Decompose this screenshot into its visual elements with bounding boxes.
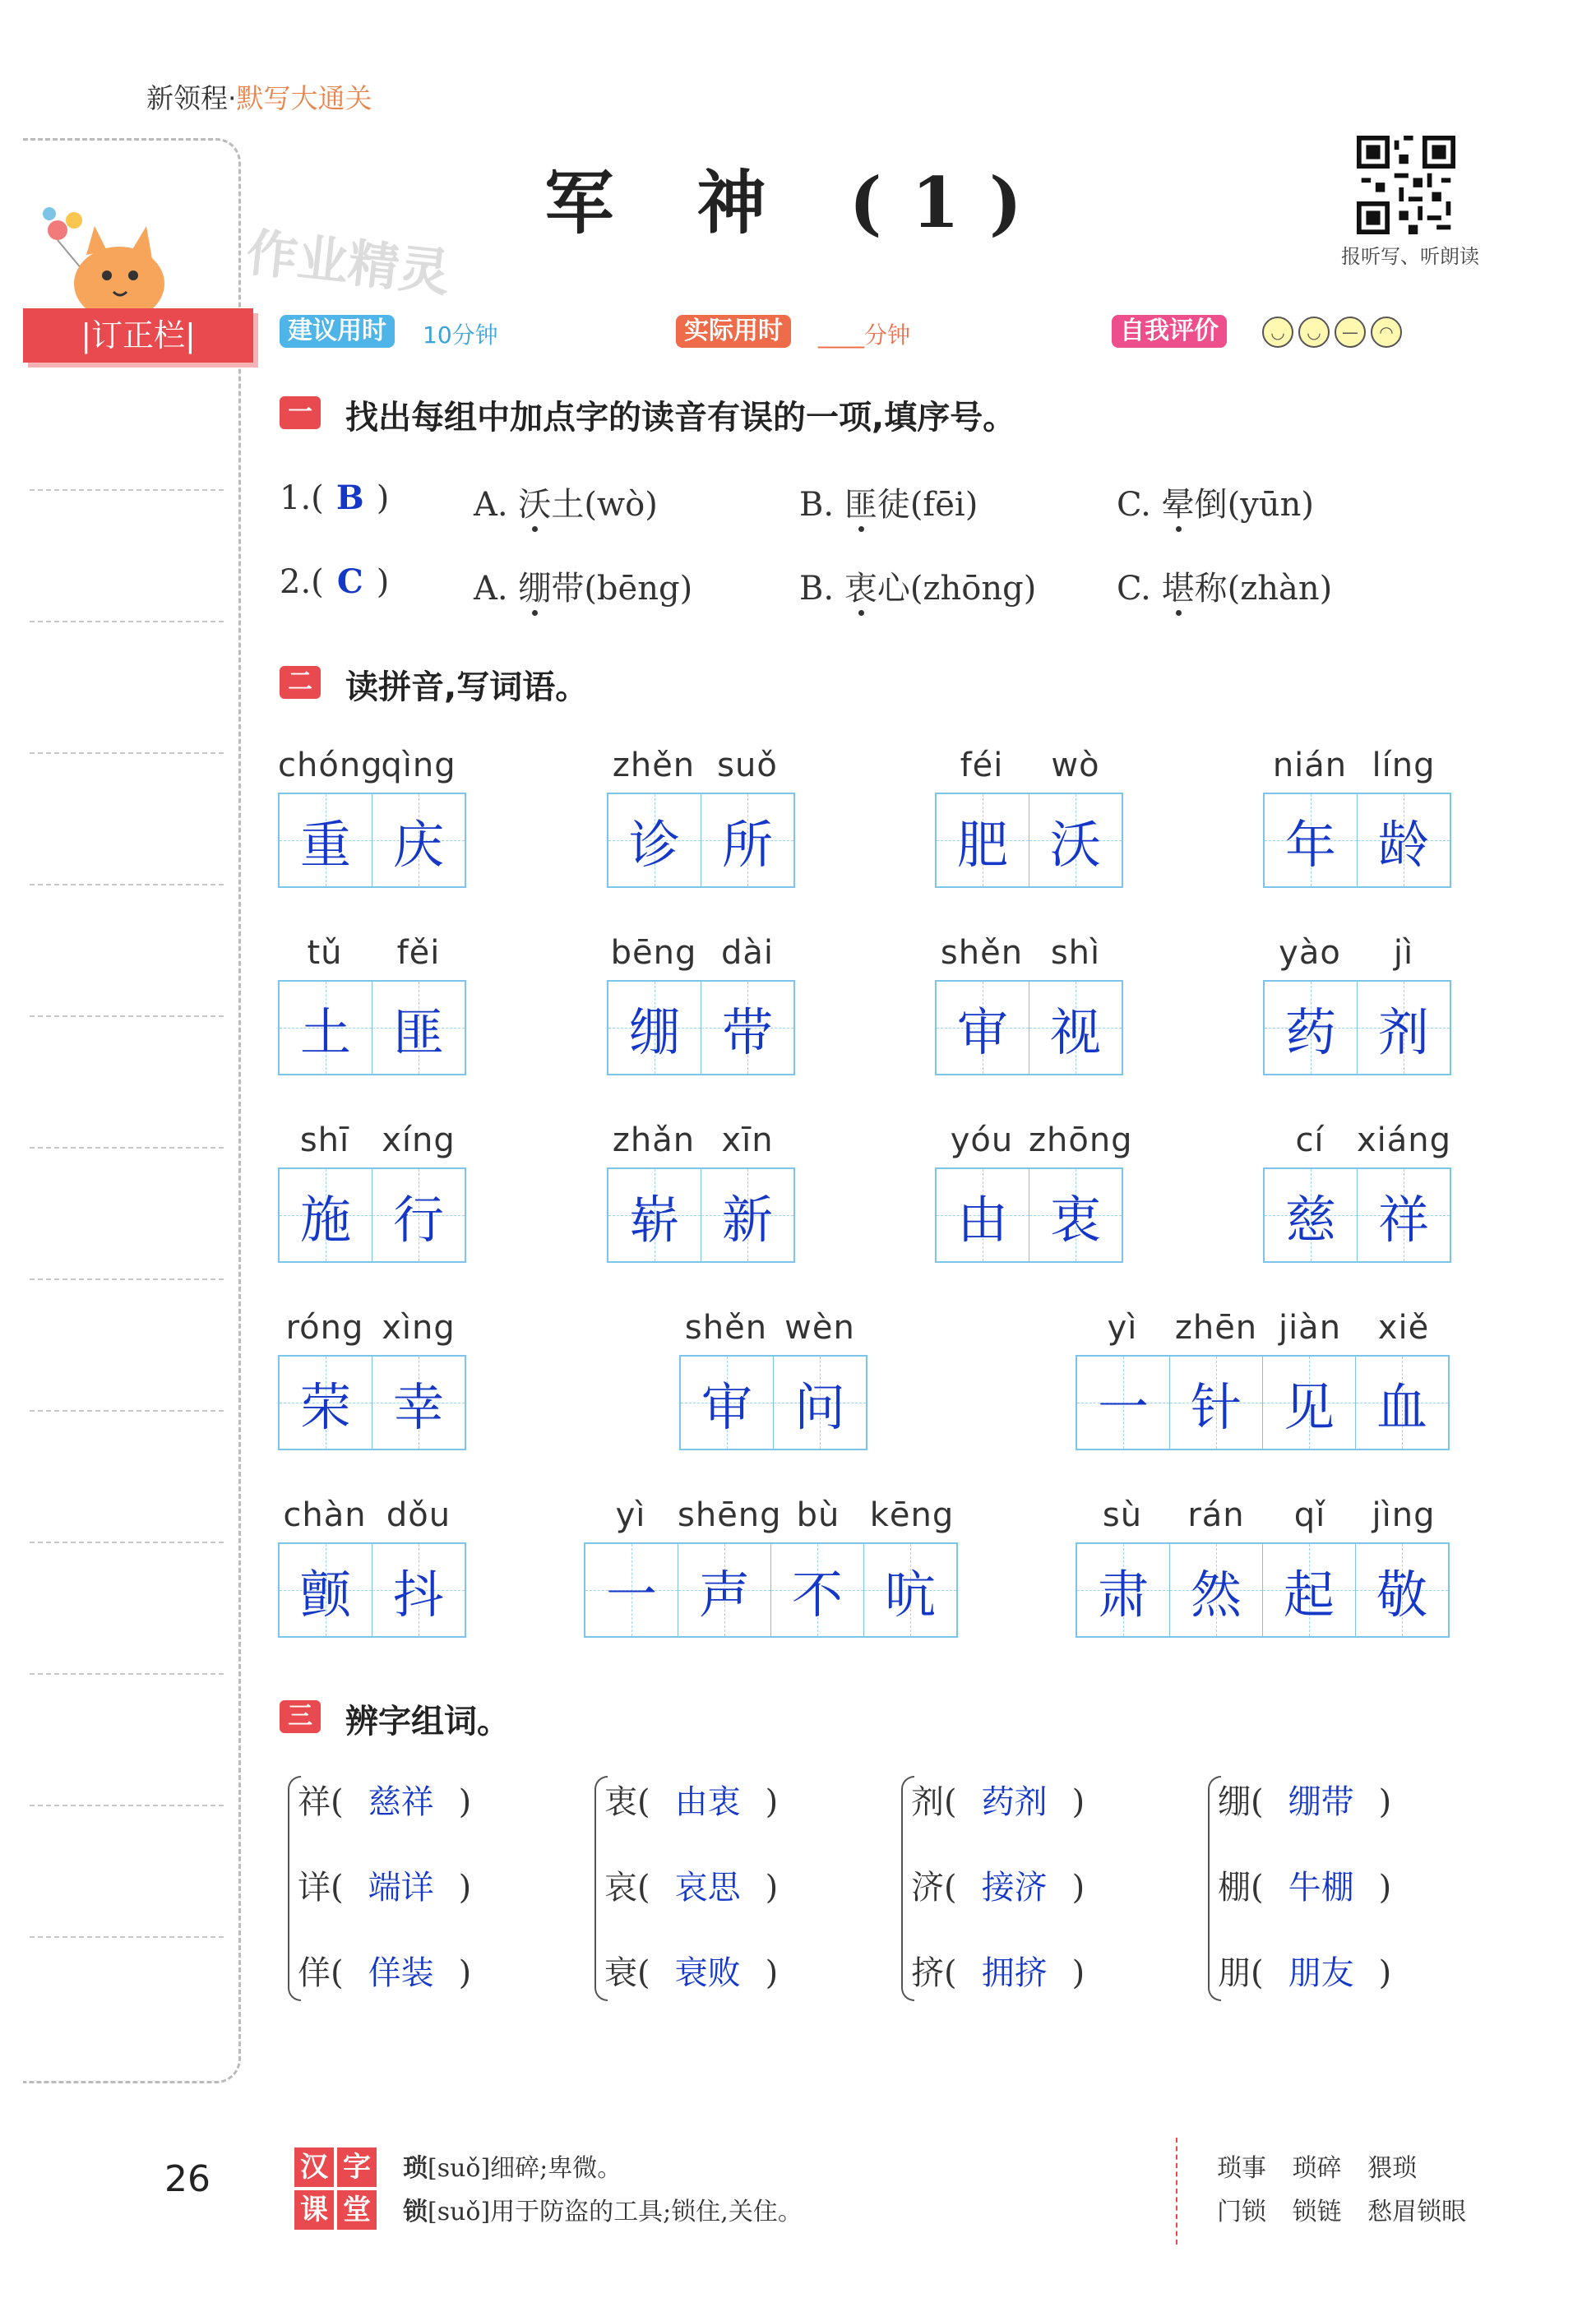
written-character: 肥 <box>956 814 1008 875</box>
pinyin-syllable: sù <box>1102 1496 1143 1534</box>
badge-char: 课 <box>294 2190 334 2230</box>
pinyin-syllable: zhǎn <box>612 1121 696 1159</box>
written-character: 视 <box>1049 1001 1101 1062</box>
pinyin-row <box>607 1121 794 1159</box>
written-character: 敬 <box>1376 1564 1427 1625</box>
written-character: 沃 <box>1049 814 1101 875</box>
character-cell[interactable] <box>1170 1544 1263 1636</box>
question-number: 1.( B ) <box>280 479 390 517</box>
word-grid[interactable] <box>607 1167 795 1263</box>
word-grid[interactable] <box>1076 1355 1450 1450</box>
word-answer[interactable]: 药剂 <box>981 1783 1048 1821</box>
written-character: 绷 <box>628 1001 680 1062</box>
character-cell[interactable] <box>701 982 793 1074</box>
section-3-icon: 三 <box>280 1700 321 1733</box>
written-character: 起 <box>1283 1564 1335 1625</box>
sidebar-divider <box>30 621 224 622</box>
pinyin-row <box>935 747 1122 784</box>
group-item: 朋( 朋友 ) <box>1218 1930 1391 2016</box>
character-cell[interactable] <box>280 1169 372 1261</box>
character-cell[interactable] <box>864 1544 956 1636</box>
character-cell[interactable] <box>1356 1357 1448 1449</box>
pinyin-syllable: shěn <box>684 1309 768 1347</box>
character-cell[interactable] <box>1358 1169 1450 1261</box>
pinyin-syllable: bù <box>796 1496 840 1534</box>
pinyin-row <box>278 934 465 972</box>
written-character: 问 <box>793 1376 845 1437</box>
hanzi-class-badge <box>294 2147 377 2230</box>
character-cell[interactable] <box>608 794 701 886</box>
pinyin-syllable: qǐ <box>1293 1496 1326 1534</box>
pinyin-row <box>1263 747 1450 784</box>
character-cell[interactable] <box>1265 794 1358 886</box>
character-cell[interactable] <box>1077 1357 1170 1449</box>
word-grid[interactable] <box>1263 1167 1451 1263</box>
pinyin-row <box>607 747 794 784</box>
option-c: C. 晕倒(yūn) <box>1117 486 1314 524</box>
section-1-icon: 一 <box>280 396 321 429</box>
written-character: 重 <box>299 814 351 875</box>
written-character: 然 <box>1190 1564 1242 1625</box>
option-c: C. 堪称(zhàn) <box>1117 570 1333 608</box>
written-character: 衷 <box>1049 1189 1101 1250</box>
pinyin-syllable: jì <box>1393 934 1414 972</box>
pinyin-row <box>679 1309 867 1347</box>
word-answer[interactable]: 慈祥 <box>368 1783 434 1821</box>
sidebar-divider <box>30 1147 224 1149</box>
pinyin-row <box>935 1121 1133 1159</box>
sidebar-divider <box>30 1278 224 1280</box>
pinyin-syllable: yì <box>615 1496 646 1534</box>
character-cell[interactable] <box>1029 982 1122 1074</box>
question-number: 2.( C ) <box>280 562 390 601</box>
written-character: 荣 <box>299 1376 351 1437</box>
section-2-title: 读拼音,写词语。 <box>345 668 589 706</box>
group-item: 绷( 绷带 ) <box>1218 1759 1391 1845</box>
badge-char: 字 <box>337 2147 377 2187</box>
character-cell[interactable] <box>372 1357 465 1449</box>
word-answer[interactable]: 拥挤 <box>981 1954 1048 1992</box>
pinyin-syllable: shēng <box>678 1496 782 1534</box>
option-a: A. 绷带(bēng) <box>474 570 693 608</box>
pinyin-syllable: xìng <box>382 1309 456 1347</box>
character-cell[interactable] <box>1029 1169 1122 1261</box>
character-cell[interactable] <box>678 1544 771 1636</box>
section-3-title: 辨字组词。 <box>345 1703 510 1741</box>
character-cell[interactable] <box>771 1544 864 1636</box>
word-grid[interactable] <box>935 793 1123 888</box>
word-answer[interactable]: 由衷 <box>674 1783 741 1821</box>
word-grid[interactable] <box>1076 1542 1450 1638</box>
answer-blank[interactable]: C <box>336 562 363 601</box>
pinyin-row <box>935 934 1122 972</box>
sidebar-divider <box>30 489 224 491</box>
brand-line: 新领程·默写大通关 <box>146 82 372 114</box>
word-answer[interactable]: 端详 <box>368 1869 434 1907</box>
pinyin-syllable: dài <box>720 934 774 972</box>
written-character: 庆 <box>392 814 444 875</box>
word-grid[interactable] <box>278 1542 466 1638</box>
sidebar-divider <box>30 1410 224 1412</box>
character-cell[interactable] <box>372 1544 465 1636</box>
pinyin-syllable: dǒu <box>386 1496 451 1534</box>
group-item: 衰( 衰败 ) <box>604 1930 778 2016</box>
character-cell[interactable] <box>372 982 465 1074</box>
pinyin-syllable: jìng <box>1372 1496 1436 1534</box>
char-group <box>298 1759 471 2016</box>
self-eval-faces[interactable] <box>1262 317 1402 348</box>
pinyin-syllable: qìng <box>381 747 456 784</box>
word-answer[interactable]: 接济 <box>981 1869 1048 1907</box>
written-character: 药 <box>1284 1001 1336 1062</box>
pinyin-row <box>278 1309 465 1347</box>
sidebar-divider <box>30 1015 224 1017</box>
sidebar-divider <box>30 884 224 885</box>
word-answer[interactable]: 牛棚 <box>1288 1869 1354 1907</box>
written-character: 一 <box>605 1564 657 1625</box>
happy-face-icon[interactable]: ◡ <box>1262 317 1293 348</box>
pinyin-syllable: chóng <box>278 747 383 784</box>
pinyin-syllable: cí <box>1295 1121 1325 1159</box>
character-cell[interactable] <box>372 794 465 886</box>
character-cell[interactable] <box>608 982 701 1074</box>
pinyin-row <box>607 934 794 972</box>
character-cell[interactable] <box>937 982 1029 1074</box>
pinyin-syllable: wèn <box>784 1309 855 1347</box>
character-cell[interactable] <box>701 794 793 886</box>
pinyin-syllable: nián <box>1272 747 1348 784</box>
written-character: 新 <box>721 1189 773 1250</box>
written-character: 祥 <box>1377 1189 1429 1250</box>
answer-blank[interactable]: B <box>335 479 364 517</box>
written-character: 审 <box>701 1376 752 1437</box>
pinyin-syllable: xiáng <box>1357 1121 1452 1159</box>
badge-char: 堂 <box>337 2190 377 2230</box>
written-character: 颤 <box>299 1564 351 1625</box>
word-answer[interactable]: 绷带 <box>1288 1783 1354 1821</box>
written-character: 不 <box>791 1564 843 1625</box>
character-cell[interactable] <box>1029 794 1122 886</box>
written-character: 审 <box>956 1001 1008 1062</box>
pinyin-syllable: yì <box>1107 1309 1138 1347</box>
character-cell[interactable] <box>701 1169 793 1261</box>
pinyin-syllable: shì <box>1050 934 1101 972</box>
character-cell[interactable] <box>681 1357 774 1449</box>
written-character: 龄 <box>1377 814 1429 875</box>
sidebar-divider <box>30 752 224 754</box>
character-cell[interactable] <box>372 1169 465 1261</box>
page-title: 军 神 (1) <box>544 162 1052 243</box>
written-character: 吭 <box>884 1564 936 1625</box>
char-group <box>604 1759 778 2016</box>
char-group <box>911 1759 1085 2016</box>
neutral-face-icon[interactable]: — <box>1335 317 1366 348</box>
character-cell[interactable] <box>1265 982 1358 1074</box>
sidebar-divider <box>30 1805 224 1806</box>
pinyin-syllable: zhěn <box>612 747 696 784</box>
section-1-title: 找出每组中加点字的读音有误的一项,填序号。 <box>345 399 1016 437</box>
option-a: A. 沃土(wò) <box>474 486 658 524</box>
group-item: 衷( 由衷 ) <box>604 1759 778 1845</box>
word-answer[interactable]: 哀思 <box>674 1869 741 1907</box>
pinyin-row <box>1076 1496 1450 1534</box>
pinyin-row <box>278 747 465 784</box>
group-item: 棚( 牛棚 ) <box>1218 1845 1391 1930</box>
character-cell[interactable] <box>280 794 372 886</box>
pinyin-row <box>584 1496 959 1534</box>
written-character: 施 <box>299 1189 351 1250</box>
char-group <box>1218 1759 1391 2016</box>
pinyin-syllable: zhōng <box>1029 1121 1133 1159</box>
character-cell[interactable] <box>937 1169 1029 1261</box>
written-character: 声 <box>698 1564 750 1625</box>
group-item: 详( 端详 ) <box>298 1845 471 1930</box>
pinyin-syllable: líng <box>1372 747 1436 784</box>
pinyin-syllable: xīn <box>721 1121 774 1159</box>
character-cell[interactable] <box>1358 982 1450 1074</box>
word-grid[interactable] <box>607 793 795 888</box>
pinyin-syllable: zhēn <box>1174 1309 1258 1347</box>
word-grid[interactable] <box>278 1167 466 1263</box>
pinyin-syllable: yào <box>1279 934 1341 972</box>
written-character: 土 <box>299 1001 351 1062</box>
word-grid[interactable] <box>935 1167 1123 1263</box>
character-cell[interactable] <box>585 1544 678 1636</box>
pinyin-syllable: fěi <box>396 934 441 972</box>
character-cell[interactable] <box>1077 1544 1170 1636</box>
footer-word-list: 琐事 琐碎 猥琐 <box>1217 2154 1418 2183</box>
character-cell[interactable] <box>608 1169 701 1261</box>
suggested-time-value: 10分钟 <box>423 321 498 349</box>
pinyin-syllable: chàn <box>283 1496 367 1534</box>
word-grid[interactable] <box>1263 793 1451 888</box>
group-item: 挤( 拥挤 ) <box>911 1930 1085 2016</box>
group-item: 祥( 慈祥 ) <box>298 1759 471 1845</box>
written-character: 崭 <box>628 1189 680 1250</box>
pinyin-syllable: yóu <box>950 1121 1014 1159</box>
written-character: 针 <box>1190 1376 1242 1437</box>
written-character: 抖 <box>392 1564 444 1625</box>
sidebar-divider <box>30 1673 224 1675</box>
pinyin-syllable: bēng <box>610 934 697 972</box>
character-cell[interactable] <box>774 1357 866 1449</box>
character-cell[interactable] <box>1265 1169 1358 1261</box>
pinyin-syllable: rán <box>1187 1496 1245 1534</box>
written-character: 带 <box>721 1001 773 1062</box>
character-cell[interactable] <box>1356 1544 1448 1636</box>
pinyin-syllable: shěn <box>940 934 1024 972</box>
word-answer[interactable]: 佯装 <box>368 1954 434 1992</box>
word-grid[interactable] <box>278 793 466 888</box>
sad-face-icon[interactable]: ◠ <box>1371 317 1402 348</box>
character-cell[interactable] <box>1170 1357 1263 1449</box>
group-item: 剂( 药剂 ) <box>911 1759 1085 1845</box>
character-cell[interactable] <box>280 982 372 1074</box>
self-eval-label: 自我评价 <box>1112 315 1227 348</box>
word-grid[interactable] <box>935 980 1123 1075</box>
word-answer[interactable]: 衰败 <box>674 1954 741 1992</box>
smile-face-icon[interactable]: ◡ <box>1298 317 1330 348</box>
watermark-text: 作业精灵 <box>243 222 453 303</box>
qr-code-icon[interactable] <box>1357 136 1455 234</box>
actual-time-label: 实际用时 <box>676 315 791 348</box>
group-item: 佯( 佯装 ) <box>298 1930 471 2016</box>
written-character: 诊 <box>628 814 680 875</box>
pinyin-row <box>1263 934 1450 972</box>
correction-sidebar <box>23 138 241 2083</box>
actual-time-value[interactable]: ____分钟 <box>818 321 911 349</box>
word-grid[interactable] <box>584 1542 958 1638</box>
footnote-2: 锁[suǒ]用于防盗的工具;锁住,关住。 <box>403 2198 803 2226</box>
word-grid[interactable] <box>278 980 466 1075</box>
character-cell[interactable] <box>937 794 1029 886</box>
footer-word-list: 门锁 锁链 愁眉锁眼 <box>1217 2198 1467 2226</box>
correction-column-label: |订正栏| <box>23 308 253 363</box>
written-character: 肃 <box>1097 1564 1149 1625</box>
word-grid[interactable] <box>679 1355 867 1450</box>
pinyin-row <box>1076 1309 1450 1347</box>
group-item: 哀( 哀思 ) <box>604 1845 778 1930</box>
option-b: B. 匪徒(fēi) <box>799 486 978 524</box>
written-character: 见 <box>1283 1376 1335 1437</box>
written-character: 所 <box>721 814 773 875</box>
written-character: 慈 <box>1284 1189 1336 1250</box>
written-character: 由 <box>956 1189 1008 1250</box>
pinyin-syllable: wò <box>1051 747 1100 784</box>
written-character: 一 <box>1097 1376 1149 1437</box>
pinyin-syllable: féi <box>960 747 1004 784</box>
written-character: 血 <box>1376 1376 1427 1437</box>
written-character: 行 <box>392 1189 444 1250</box>
option-b: B. 衷心(zhōng) <box>799 570 1037 608</box>
word-grid[interactable] <box>278 1355 466 1450</box>
pinyin-syllable: kēng <box>869 1496 955 1534</box>
pinyin-syllable: suǒ <box>717 747 778 784</box>
footnote-1: 琐[suǒ]细碎;卑微。 <box>403 2154 622 2183</box>
word-grid[interactable] <box>1263 980 1451 1075</box>
pinyin-syllable: róng <box>285 1309 364 1347</box>
word-grid[interactable] <box>607 980 795 1075</box>
character-cell[interactable] <box>1263 1544 1356 1636</box>
written-character: 幸 <box>392 1376 444 1437</box>
written-character: 剂 <box>1377 1001 1429 1062</box>
pinyin-row <box>278 1496 465 1534</box>
pinyin-syllable: shī <box>299 1121 350 1159</box>
sidebar-divider <box>30 1542 224 1543</box>
pinyin-syllable: jiàn <box>1278 1309 1342 1347</box>
word-answer[interactable]: 朋友 <box>1288 1954 1354 1992</box>
badge-char: 汉 <box>294 2147 334 2187</box>
suggested-time-label: 建议用时 <box>280 315 395 348</box>
cat-mascot-icon <box>25 197 173 321</box>
page-number: 26 <box>164 2158 210 2200</box>
written-character: 年 <box>1284 814 1336 875</box>
pinyin-row <box>1263 1121 1450 1159</box>
character-cell[interactable] <box>1358 794 1450 886</box>
character-cell[interactable] <box>1263 1357 1356 1449</box>
pinyin-row <box>278 1121 465 1159</box>
section-2-icon: 二 <box>280 666 321 699</box>
sidebar-divider <box>30 1936 224 1938</box>
footer-divider <box>1176 2138 1177 2245</box>
character-cell[interactable] <box>280 1544 372 1636</box>
group-item: 济( 接济 ) <box>911 1845 1085 1930</box>
pinyin-syllable: xíng <box>382 1121 456 1159</box>
pinyin-syllable: xiě <box>1377 1309 1430 1347</box>
pinyin-syllable: tǔ <box>307 934 343 972</box>
written-character: 匪 <box>392 1001 444 1062</box>
character-cell[interactable] <box>280 1357 372 1449</box>
qr-caption: 报听写、听朗读 <box>1341 245 1479 268</box>
